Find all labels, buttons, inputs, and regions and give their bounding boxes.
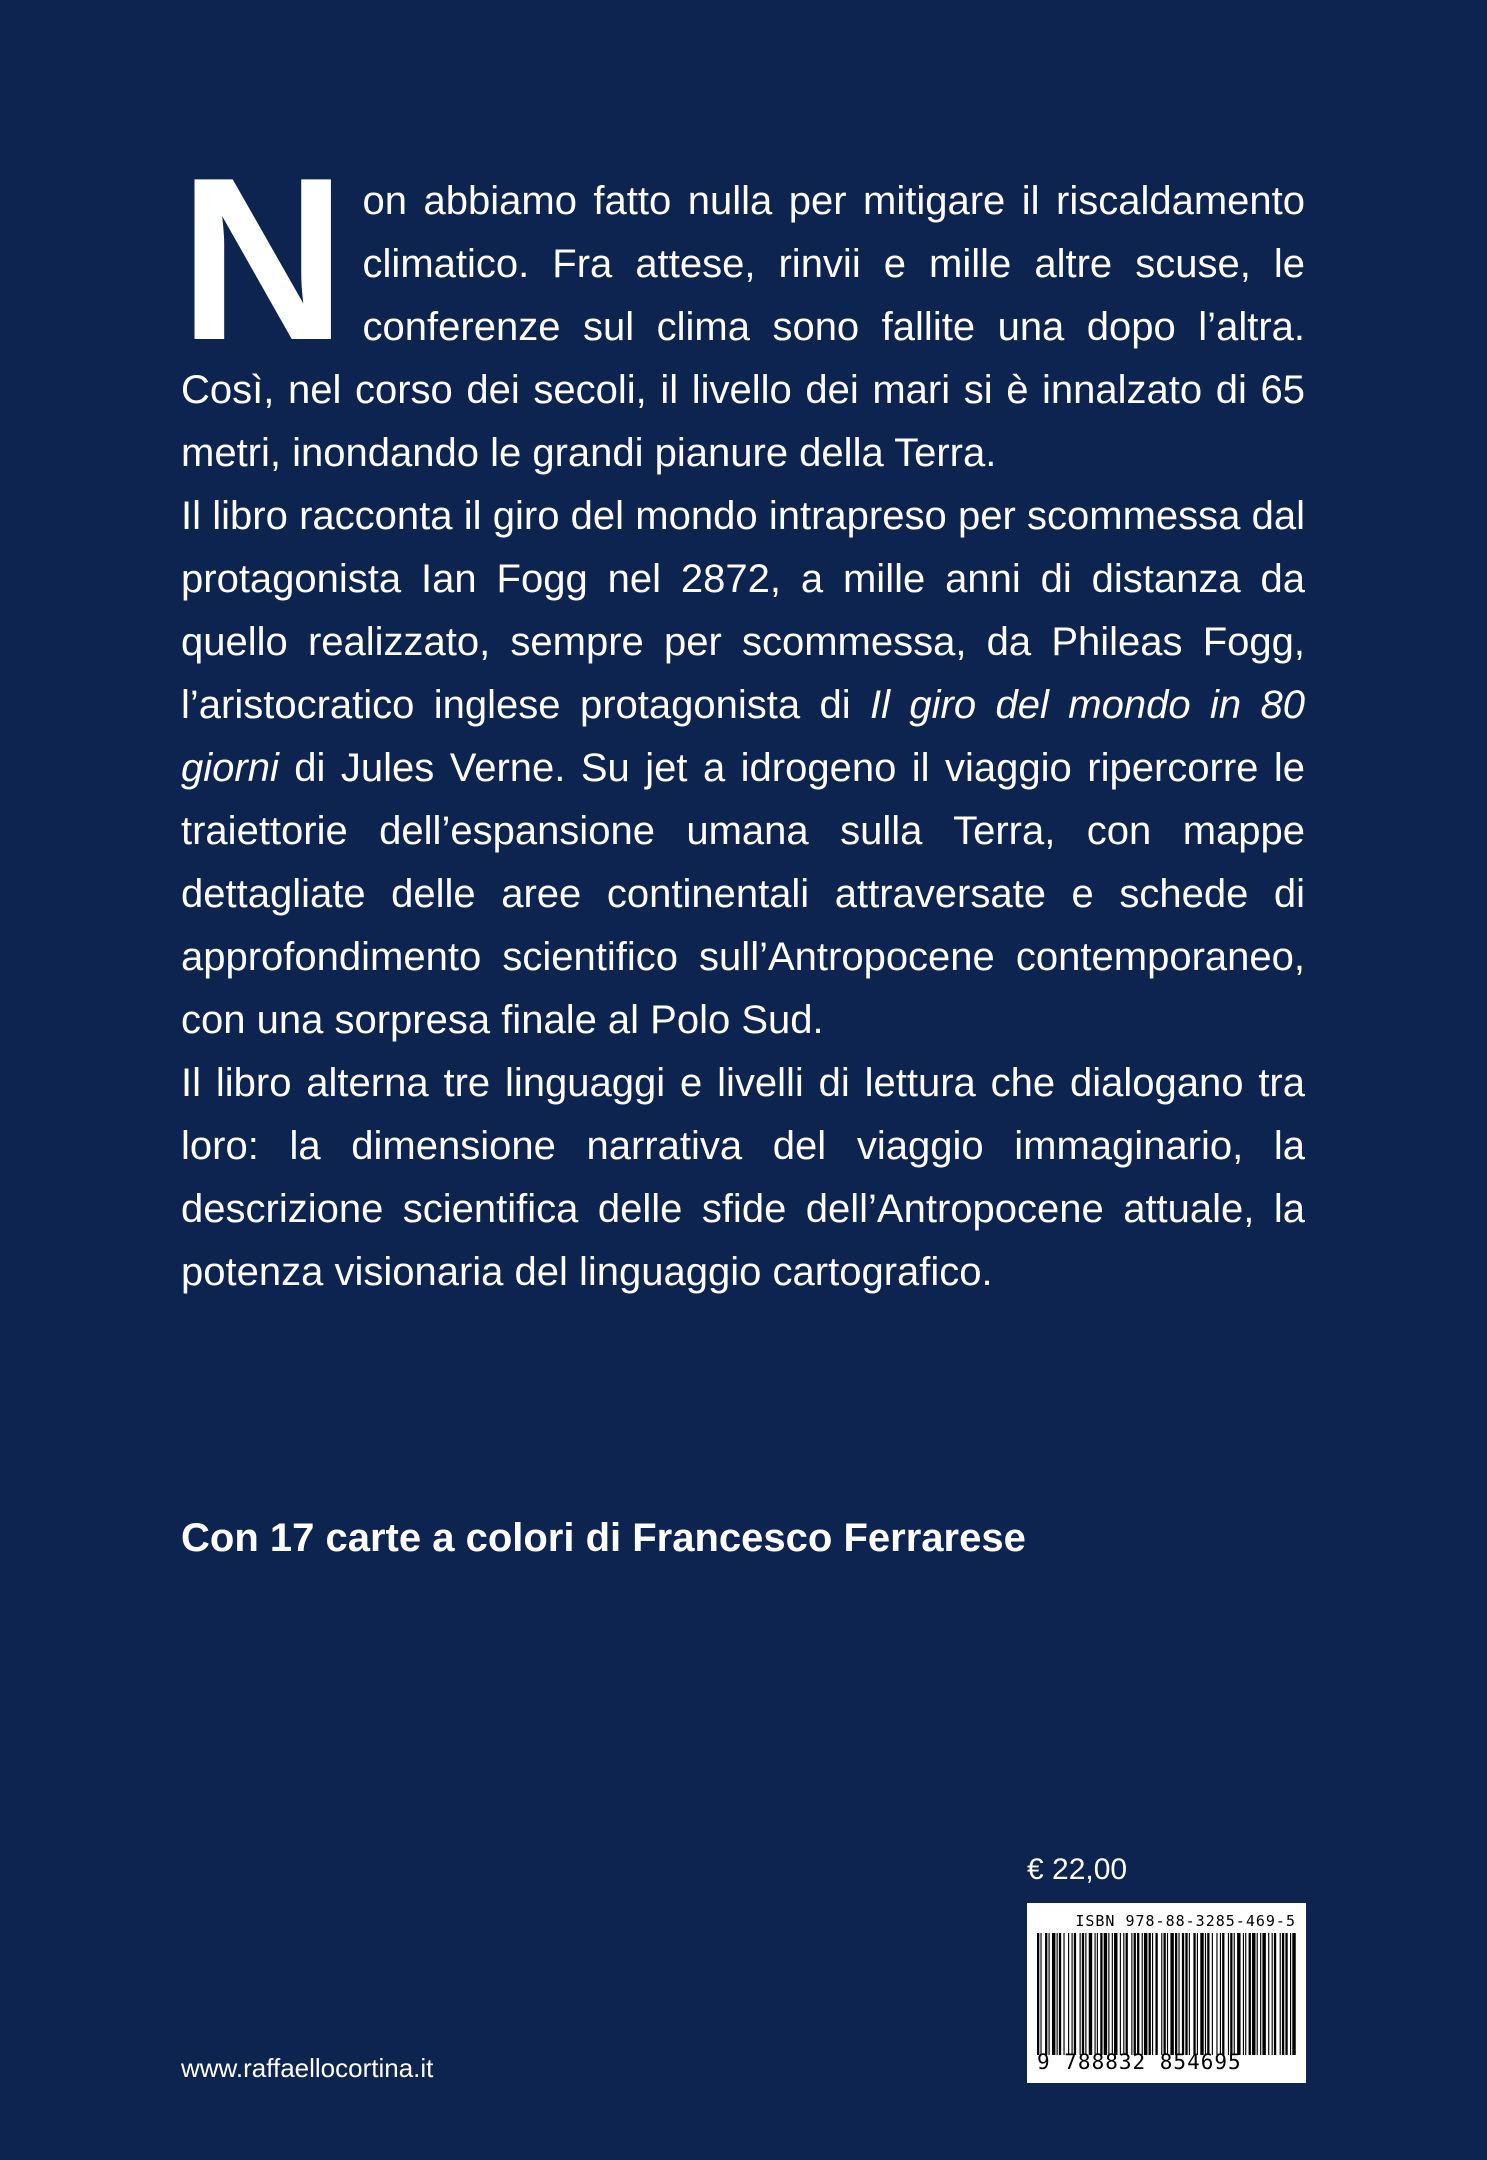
blurb-paragraph-2 bbox=[181, 485, 1305, 1052]
blurb-paragraph-2-text-b: di Jules Verne. Su jet a idrogeno il viaggio ripercorre le traiettorie dell’espansione umana sulla Terra, con mappe dettagliate delle aree continentali attraversate e schede di approfondimento scientifico sull’Antropocene contemporaneo, con una sorpresa finale al Polo Sud. bbox=[181, 746, 1305, 1042]
barcode-icon bbox=[1037, 1933, 1296, 2055]
ean-digits: 9 788832 854695 bbox=[1037, 2050, 1242, 2074]
isbn-label: ISBN 978-88-3285-469-5 bbox=[1075, 1912, 1296, 1930]
price-label: € 22,00 bbox=[1027, 1853, 1128, 1886]
blurb-text bbox=[179, 130, 1306, 1304]
blurb-paragraph-1 bbox=[179, 130, 1305, 485]
publisher-website: www.raffaellocortina.it bbox=[181, 2053, 434, 2083]
blurb-paragraph-1-text: on abbiamo fatto nulla per mitigare il riscaldamento climatico. Fra attese, rinvii e mille altre scuse, le conferenze sul clima sono fallite una dopo l’altra. Così, nel corso dei secoli, il livello dei mari si è innalzato di 65 metri, inondando le grandi pianure della Terra. bbox=[181, 179, 1305, 475]
credits-line: Con 17 carte a colori di Francesco Ferrarese bbox=[181, 1516, 1026, 1560]
blurb-paragraph-2-text-a: Il libro racconta il giro del mondo intrapreso per scommessa dal protagonista Ian Fogg nel 2872, a mille anni di distanza da quello realizzato, sempre per scommessa, da Phileas Fogg, l’aristocratico inglese protagonista di bbox=[181, 494, 1305, 727]
book-title-reference: Il giro del mondo in 80 giorni bbox=[181, 683, 1306, 790]
barcode-panel bbox=[1027, 1903, 1306, 2083]
drop-cap: N bbox=[179, 130, 345, 389]
blurb-paragraph-3: Il libro alterna tre linguaggi e livelli di lettura che dialogano tra loro: la dimensione narrativa del viaggio immaginario, la descrizione scientifica delle sfide dell’Antropocene attuale, la potenza visionaria del linguaggio cartografico. bbox=[181, 1061, 1305, 1294]
